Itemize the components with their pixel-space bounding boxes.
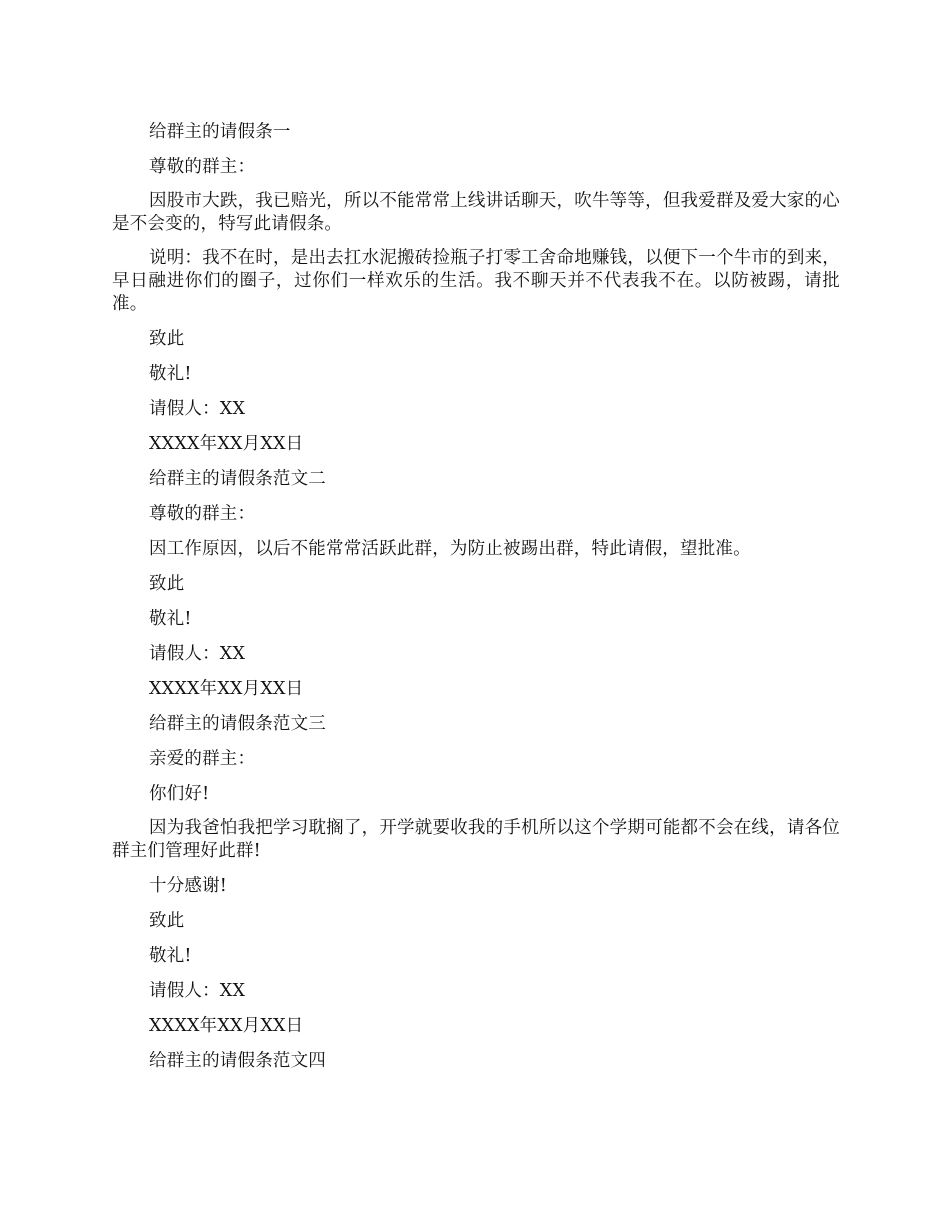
closing-line: 敬礼! bbox=[149, 364, 192, 384]
body-paragraph: 因股市大跌，我已赔光，所以不能常常上线讲话聊天，吹牛等等，但我爱群及爱大家的心是不会变的，特写此请假条。 bbox=[112, 191, 840, 234]
section-heading-2: 给群主的请假条范文二 bbox=[149, 469, 326, 489]
section-heading-3: 给群主的请假条范文三 bbox=[149, 714, 326, 734]
thanks-line: 十分感谢! bbox=[149, 876, 228, 896]
date-line: XXXX年XX月XX日 bbox=[149, 1016, 304, 1036]
greeting-line: 你们好! bbox=[149, 784, 210, 804]
signature-line: 请假人：XX bbox=[149, 399, 246, 419]
signature-line: 请假人：XX bbox=[149, 981, 246, 1001]
section-heading-1: 给群主的请假条一 bbox=[149, 122, 291, 142]
body-paragraph: 因为我爸怕我把学习耽搁了，开学就要收我的手机所以这个学期可能都不会在线，请各位群主们管理好此群! bbox=[112, 818, 840, 861]
date-line: XXXX年XX月XX日 bbox=[149, 434, 304, 454]
salutation: 尊敬的群主： bbox=[149, 157, 256, 177]
closing-line: 致此 bbox=[149, 329, 185, 349]
date-line: XXXX年XX月XX日 bbox=[149, 679, 304, 699]
body-paragraph: 因工作原因，以后不能常常活跃此群，为防止被踢出群，特此请假，望批准。 bbox=[149, 539, 751, 559]
section-heading-4: 给群主的请假条范文四 bbox=[149, 1051, 326, 1071]
document-body bbox=[112, 120, 840, 1084]
closing-line: 敬礼! bbox=[149, 946, 192, 966]
signature-line: 请假人：XX bbox=[149, 644, 246, 664]
closing-line: 致此 bbox=[149, 911, 185, 931]
body-paragraph: 说明：我不在时，是出去扛水泥搬砖捡瓶子打零工舍命地赚钱，以便下一个牛市的到来，早日融进你们的圈子，过你们一样欢乐的生活。我不聊天并不代表我不在。以防被踢，请批准。 bbox=[112, 248, 840, 314]
closing-line: 敬礼! bbox=[149, 609, 192, 629]
salutation: 尊敬的群主： bbox=[149, 504, 256, 524]
salutation: 亲爱的群主： bbox=[149, 749, 256, 769]
closing-line: 致此 bbox=[149, 574, 185, 594]
